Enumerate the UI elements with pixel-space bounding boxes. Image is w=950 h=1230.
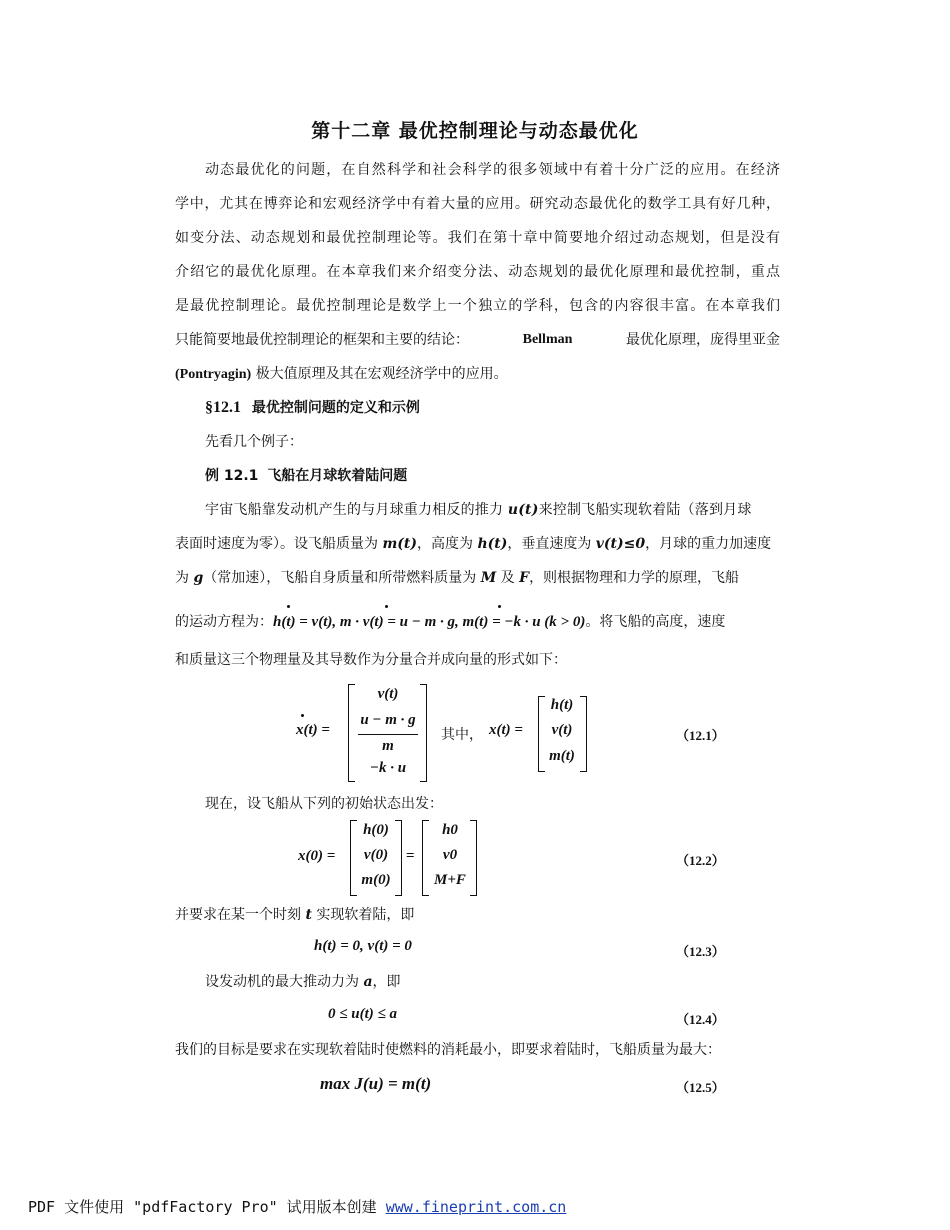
para2-text: 宇宙飞船靠发动机产生的与月球重力相反的推力 xyxy=(205,502,508,518)
look-examples: 先看几个例子： xyxy=(205,434,303,450)
intro-line-3: 如变分法、动态规划和最优控制理论等。我们在第十章中简要地介绍过动态规划，但是没有 xyxy=(175,230,780,246)
eq-number: （12.1） xyxy=(676,728,725,743)
derivative-dot xyxy=(385,605,388,608)
para2-line-1 xyxy=(205,500,780,520)
eq1-cell2: v(t) xyxy=(551,722,573,738)
eq-number: （12.4） xyxy=(676,1012,725,1027)
pdf-footer xyxy=(28,1196,566,1217)
para2-text: 表面时速度为零）。设飞船质量为 xyxy=(175,536,383,552)
section-label: 最优控制问题的定义和示例 xyxy=(251,400,420,416)
eq1-lhs: x(t) = xyxy=(296,722,330,738)
eq2-cell2: M+F xyxy=(434,872,466,888)
eq1-lhs2: x(t) = xyxy=(489,722,523,738)
eq1-cell2: m(t) xyxy=(549,748,575,764)
eq2-cell2: v0 xyxy=(442,847,458,863)
eq-number: （12.2） xyxy=(676,853,725,868)
eq1-cell: v(t) xyxy=(377,686,399,702)
para2-text: （常加速），飞船自身质量和所带燃料质量为 xyxy=(203,570,481,586)
para2-line-5: 和质量这三个物理量及其导数作为分量合并成向量的形式如下： xyxy=(175,652,567,668)
derivative-dot xyxy=(287,605,290,608)
eq4-expression: 0 ≤ u(t) ≤ a xyxy=(328,1006,397,1022)
eq-number: （12.5） xyxy=(676,1080,725,1095)
example-heading xyxy=(205,466,780,486)
eq1-cell2: h(t) xyxy=(550,697,574,713)
eq1-bracket-right xyxy=(420,684,427,782)
footer-text: PDF 文件使用 "pdfFactory Pro" 试用版本创建 xyxy=(28,1198,386,1216)
example-title: 飞船在月球软着陆问题 xyxy=(267,468,408,484)
fuel-F-var: F xyxy=(519,570,530,586)
now-text: 现在，设飞船从下列的初始状态出发： xyxy=(205,796,443,812)
intro-line-6 xyxy=(175,330,780,350)
max-thrust-part: ，即 xyxy=(372,974,401,990)
eq1-where: 其中， xyxy=(441,727,483,743)
para2-text: 为 xyxy=(175,570,194,586)
eq2-cell: h(0) xyxy=(363,822,389,838)
max-thrust-text xyxy=(205,972,780,992)
require-text-part: 实现软着陆，即 xyxy=(311,907,415,923)
eq1-cell: m xyxy=(382,738,394,754)
para2-text: 及 xyxy=(496,570,520,586)
height-var: h(t) xyxy=(477,536,508,552)
eq2-cell: m(0) xyxy=(361,872,391,888)
para2-text: 来控制飞船实现软着陆（落到月球 xyxy=(538,502,752,518)
eq1-cell: −k · u xyxy=(369,760,407,776)
section-number: §12.1 xyxy=(205,399,241,416)
derivative-dot xyxy=(301,714,304,717)
eq2-cell2: h0 xyxy=(442,822,458,838)
para2-text: ，高度为 xyxy=(416,536,478,552)
intro-line-5: 是最优控制理论。最优控制理论是数学上一个独立的学科，包含的内容很丰富。在本章我们 xyxy=(175,298,780,314)
para2-line-3 xyxy=(175,568,780,588)
intro-line-2: 学中，尤其在博弈论和宏观经济学中有着大量的应用。研究动态最优化的数学工具有好几种， xyxy=(175,196,780,212)
para2-text: ，垂直速度为 xyxy=(507,536,596,552)
eq3-expression: h(t) = 0, v(t) = 0 xyxy=(314,938,412,954)
intro-line-7-post: 极大值原理及其在宏观经济学中的应用。 xyxy=(251,366,508,382)
eq1-cell: u − m · g xyxy=(360,712,416,728)
require-text-part: 并要求在某一个时刻 xyxy=(175,907,306,923)
mass-M-var: M xyxy=(480,570,497,586)
para2-text: 。将飞船的高度，速度 xyxy=(585,614,726,630)
para2-text: ，则根据物理和力学的原理，飞船 xyxy=(529,570,740,586)
fraction-bar xyxy=(358,734,418,735)
eq2-cell: v(0) xyxy=(363,847,389,863)
para2-line-4 xyxy=(175,612,780,632)
intro-line-7 xyxy=(175,364,780,385)
para2-line-2 xyxy=(175,534,780,554)
intro-line-4: 介绍它的最优化原理。在本章我们来介绍变分法、动态规划的最优化原理和最优控制，重点 xyxy=(175,264,780,280)
goal-text: 我们的目标是要求在实现软着陆时使燃料的消耗最小，即要求着陆时，飞船质量为最大： xyxy=(175,1042,721,1058)
eq2-equals: = xyxy=(406,848,415,864)
para2-text: ，月球的重力加速度 xyxy=(645,536,772,552)
para2-text: 的运动方程为： xyxy=(175,614,273,630)
time-var: t xyxy=(305,907,312,923)
footer-link[interactable]: www.fineprint.com.cn xyxy=(385,1198,567,1216)
max-thrust-part: 设发动机的最大推动力为 xyxy=(205,974,364,990)
intro-line-1: 动态最优化的问题，在自然科学和社会科学的很多领域中有着十分广泛的应用。在经济 xyxy=(205,162,780,178)
intro-line-6-post: 最优化原理，庞得里亚金 xyxy=(626,332,780,348)
gravity-var: g xyxy=(193,570,204,586)
thrust-var: u(t) xyxy=(507,502,539,518)
require-text xyxy=(175,905,780,925)
example-label: 例 12.1 xyxy=(205,468,259,484)
max-thrust-var: a xyxy=(363,974,373,990)
mass-var: m(t) xyxy=(382,536,417,552)
velocity-var: v(t)≤0 xyxy=(595,536,646,552)
eq1-bracket-left xyxy=(348,684,355,782)
intro-line-6-pre: 只能简要地最优控制理论的框架和主要的结论： xyxy=(175,332,469,348)
derivative-dot xyxy=(498,605,501,608)
bellman-term: Bellman xyxy=(522,332,573,347)
section-heading xyxy=(205,398,780,418)
eq5-expression: max J(u) = m(t) xyxy=(320,1074,432,1093)
motion-equation: h(t) = v(t), m · v(t) = u − m · g, m(t) = −k · u (k > 0) xyxy=(273,614,586,630)
pontryagin-term: (Pontryagin) xyxy=(175,367,252,382)
eq-number: （12.3） xyxy=(676,944,725,959)
eq2-lhs: x(0) = xyxy=(298,848,336,864)
chapter-title: 第十二章 最优控制理论与动态最优化 xyxy=(311,120,639,142)
